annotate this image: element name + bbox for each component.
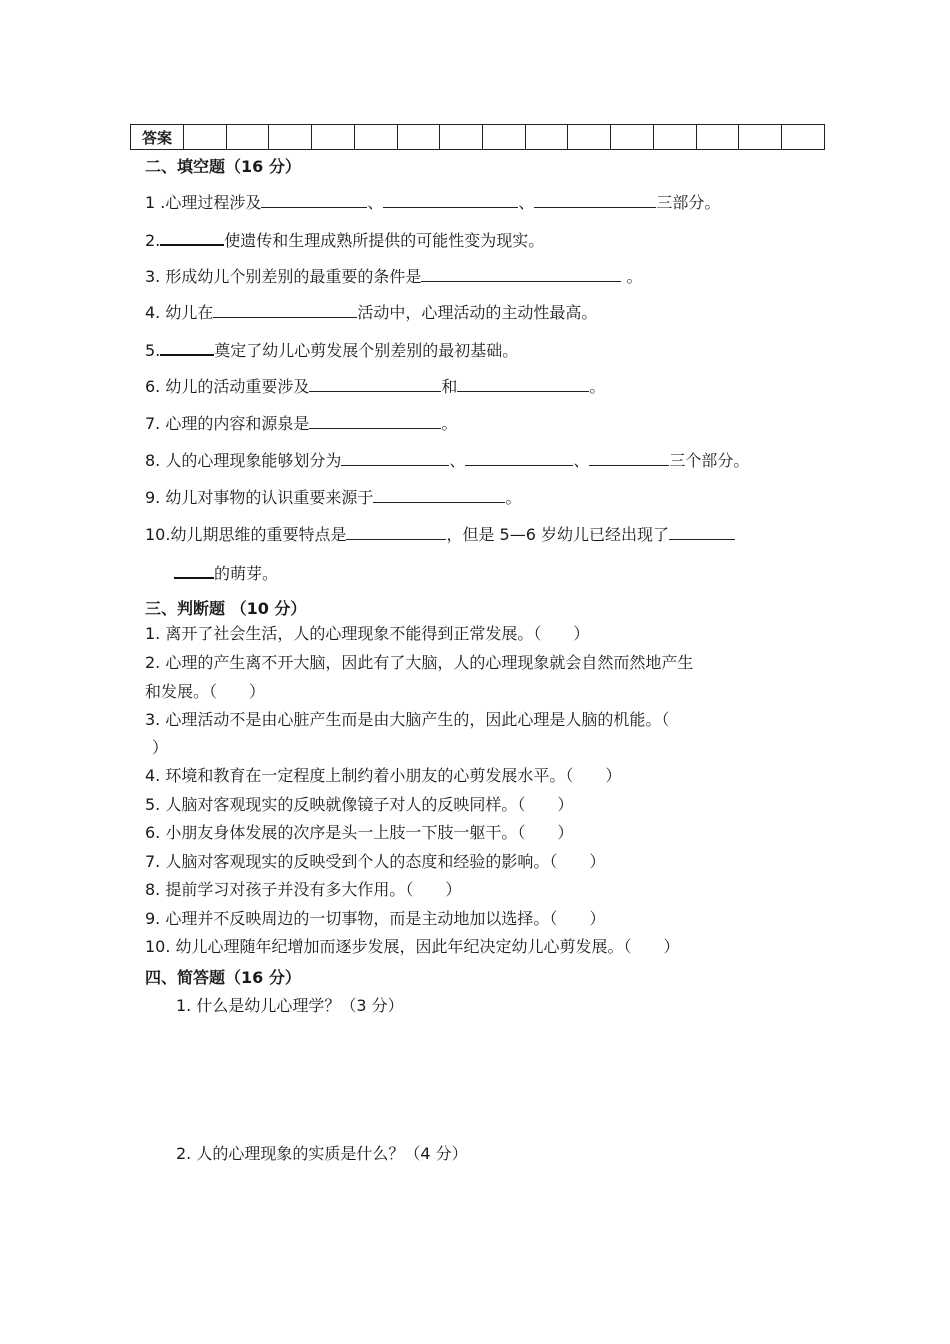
answer-cell[interactable] — [611, 125, 654, 150]
answer-blank[interactable] — [261, 191, 367, 208]
judge-line: 10. 幼儿心理随年纪增加而逐步发展，因此年纪决定幼儿心剪发展。（ ） — [145, 937, 680, 956]
short-heading: 四、简答题（16 分） — [145, 968, 301, 987]
answer-cell[interactable] — [782, 125, 825, 150]
answer-blank[interactable] — [373, 486, 505, 503]
question-text: 使遗传和生理成熟所提供的可能性变为现实。 — [224, 231, 545, 250]
question-text: 4. 幼儿在 — [145, 303, 214, 322]
answer-blank[interactable] — [174, 561, 214, 579]
answer-blank[interactable] — [457, 375, 589, 392]
answer-cell[interactable] — [269, 125, 312, 150]
question-text: 三部分。 — [656, 193, 721, 212]
question-text: 、 — [518, 193, 535, 212]
judge-line: 8. 提前学习对孩子并没有多大作用。（ ） — [145, 880, 462, 899]
answer-cell[interactable] — [226, 125, 269, 150]
question-text: 6. 幼儿的活动重要涉及 — [145, 377, 310, 396]
question-text: 奠定了幼儿心剪发展个别差别的最初基础。 — [214, 341, 519, 360]
answer-blank[interactable] — [341, 449, 449, 466]
answer-blank[interactable] — [213, 301, 357, 318]
answer-table — [130, 124, 825, 150]
judge-line: 9. 心理并不反映周边的一切事物，而是主动地加以选择。（ ） — [145, 909, 606, 928]
answer-cell[interactable] — [397, 125, 440, 150]
fill-question-8 — [145, 449, 749, 471]
short-question-1: 1. 什么是幼儿心理学？（3 分） — [176, 996, 404, 1015]
short-question-2: 2. 人的心理现象的实质是什么？（4 分） — [176, 1144, 468, 1163]
answer-cell[interactable] — [696, 125, 739, 150]
question-text: 活动中，心理活动的主动性最高。 — [357, 303, 598, 322]
question-text: 10.幼儿期思维的重要特点是 — [145, 525, 347, 544]
judge-line: 6. 小朋友身体发展的次序是头一上肢一下肢一躯干。（ ） — [145, 823, 574, 842]
answer-blank[interactable] — [160, 228, 224, 246]
question-text: 1 .心理过程涉及 — [145, 193, 262, 212]
fill-question-9 — [145, 486, 521, 508]
question-text: 5. — [145, 341, 161, 360]
answer-blank[interactable] — [669, 523, 735, 540]
question-text: 3. 形成幼儿个别差别的最重要的条件是 — [145, 267, 422, 286]
judge-line: 和发展。（ ） — [145, 682, 266, 701]
judge-line: ） — [152, 738, 169, 757]
fill-question-4 — [145, 301, 597, 323]
answer-cell[interactable] — [354, 125, 397, 150]
question-text: 2. — [145, 231, 161, 250]
answer-cell[interactable] — [440, 125, 483, 150]
answer-blank[interactable] — [160, 338, 214, 356]
fill-question-2 — [145, 228, 544, 251]
judge-line: 3. 心理活动不是由心脏产生而是由大脑产生的，因此心理是人脑的机能。（ — [145, 710, 670, 729]
answer-cell[interactable] — [653, 125, 696, 150]
answer-blank[interactable] — [534, 191, 656, 208]
answer-blank[interactable] — [383, 191, 518, 208]
answer-cell[interactable] — [312, 125, 355, 150]
answer-blank[interactable] — [346, 523, 446, 540]
answer-cell[interactable] — [184, 125, 227, 150]
fill-question-6 — [145, 375, 605, 397]
judge-line: 5. 人脑对客观现实的反映就像镜子对人的反映同样。（ ） — [145, 795, 574, 814]
question-text: 、 — [573, 451, 590, 470]
answer-cell[interactable] — [739, 125, 782, 150]
answer-blank[interactable] — [589, 449, 669, 466]
question-text: 和 — [441, 377, 458, 396]
question-text: 。 — [589, 377, 606, 396]
fill-question-3 — [145, 265, 642, 287]
question-text: 、 — [367, 193, 384, 212]
fill-question-5 — [145, 338, 518, 361]
answer-cell[interactable] — [568, 125, 611, 150]
answer-blank[interactable] — [309, 412, 441, 429]
answer-cell[interactable] — [525, 125, 568, 150]
answer-blank[interactable] — [309, 375, 441, 392]
judge-line: 4. 环境和教育在一定程度上制约着小朋友的心剪发展水平。（ ） — [145, 766, 622, 785]
judge-line: 2. 心理的产生离不开大脑，因此有了大脑，人的心理现象就会自然而然地产生 — [145, 653, 694, 672]
fill-question-10-cont — [174, 561, 278, 584]
question-text: 、 — [449, 451, 466, 470]
question-text: 8. 人的心理现象能够划分为 — [145, 451, 342, 470]
question-text: 三个部分。 — [669, 451, 750, 470]
question-text: 的萌芽。 — [214, 564, 279, 583]
question-text: 9. 幼儿对事物的认识重要来源于 — [145, 488, 374, 507]
answer-blank[interactable] — [421, 265, 621, 282]
judge-line: 7. 人脑对客观现实的反映受到个人的态度和经验的影响。（ ） — [145, 852, 606, 871]
fill-heading: 二、填空题（16 分） — [145, 157, 301, 176]
answer-row — [131, 125, 825, 150]
answer-blank[interactable] — [465, 449, 573, 466]
fill-question-10 — [145, 523, 735, 545]
answer-label: 答案 — [131, 125, 184, 150]
judge-heading: 三、判断题 （10 分） — [145, 599, 307, 618]
question-text: 7. 心理的内容和源泉是 — [145, 414, 310, 433]
question-text: 。 — [505, 488, 522, 507]
question-text: 。 — [621, 267, 643, 286]
fill-question-7 — [145, 412, 457, 434]
answer-cell[interactable] — [483, 125, 526, 150]
judge-line: 1. 离开了社会生活，人的心理现象不能得到正常发展。（ ） — [145, 624, 590, 643]
fill-question-1 — [145, 191, 720, 213]
question-text: 。 — [441, 414, 458, 433]
question-text: ，但是 5—6 岁幼儿已经出现了 — [446, 525, 669, 544]
